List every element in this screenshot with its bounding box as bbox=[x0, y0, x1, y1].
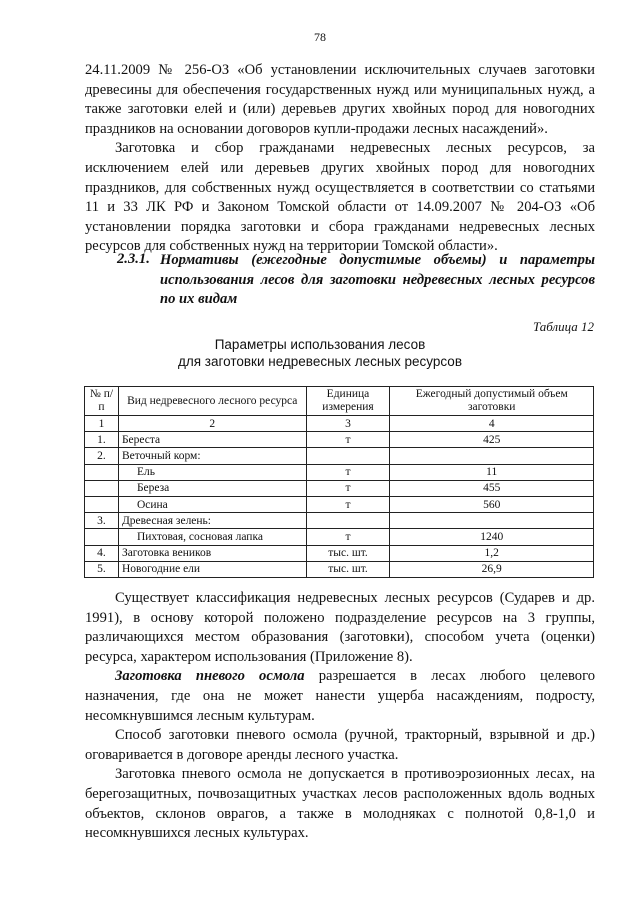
row-unit: т bbox=[306, 480, 390, 496]
top-text-block bbox=[85, 61, 595, 257]
row-resource: Древесная зелень: bbox=[118, 513, 306, 529]
row-resource: Ель bbox=[118, 464, 306, 480]
row-number: 5. bbox=[85, 561, 119, 577]
colnum-3: 3 bbox=[306, 416, 390, 432]
table-title-line-2: для заготовки недревесных лесных ресурсов bbox=[177, 354, 462, 369]
colnum-1: 1 bbox=[85, 416, 119, 432]
table-row bbox=[85, 464, 594, 480]
table-label: Таблица 12 bbox=[532, 319, 594, 334]
colnum-2: 2 bbox=[118, 416, 306, 432]
column-number-row bbox=[85, 416, 594, 432]
row-value: 425 bbox=[390, 432, 594, 448]
row-value: 1240 bbox=[390, 529, 594, 545]
table-row bbox=[85, 545, 594, 561]
table-row bbox=[85, 561, 594, 577]
row-resource: Пихтовая, сосновая лапка bbox=[118, 529, 306, 545]
header-unit: Единица измерения bbox=[306, 387, 390, 416]
row-unit: тыс. шт. bbox=[306, 561, 390, 577]
row-value: 560 bbox=[390, 496, 594, 512]
table-row bbox=[85, 432, 594, 448]
table-row bbox=[85, 496, 594, 512]
header-number: № п/п bbox=[85, 387, 119, 416]
paragraph-resin-prohibited: Заготовка пневого осмола не допускается в противоэрозионных лесах, на берегозащитных, почвозащитных участках лесов расположенных вдоль водных объектов, склонов оврагов, а также в молодняках с полнотой 0,8-1,0 и несомкнувшихся лесных культурах. bbox=[85, 766, 595, 842]
row-number: 1. bbox=[85, 432, 119, 448]
paragraph-resin-method: Способ заготовки пневого осмола (ручной, тракторный, взрывной и др.) оговаривается в договоре аренды лесного участка. bbox=[85, 727, 595, 763]
row-resource: Береза bbox=[118, 480, 306, 496]
header-volume: Ежегодный допустимый объем заготовки bbox=[390, 387, 594, 416]
row-unit: тыс. шт. bbox=[306, 545, 390, 561]
section-title: Нормативы (ежегодные допустимые объемы) и параметры использования лесов для заготовки недревесных лесных ресурсов по их видам bbox=[160, 252, 595, 308]
row-resource: Новогодние ели bbox=[118, 561, 306, 577]
table-header-row bbox=[85, 387, 594, 416]
colnum-4: 4 bbox=[390, 416, 594, 432]
row-resource: Осина bbox=[118, 496, 306, 512]
paragraph-law-citation: 24.11.2009 № 256-ОЗ «Об установлении исключительных случаев заготовки древесины для обеспечения государственных нужд или муниципальных нужд, а также заготовки елей и (или) деревьев других хвойных пород для новогодних праздников на основании договоров купли-продажи лесных насаждений». bbox=[85, 62, 595, 137]
row-unit: т bbox=[306, 496, 390, 512]
row-number: 3. bbox=[85, 513, 119, 529]
header-resource: Вид недревесного лесного ресурса bbox=[118, 387, 306, 416]
page-number: 78 bbox=[314, 30, 326, 44]
paragraph-classification: Существует классификация недревесных лесных ресурсов (Сударев и др. 1991), в основу которой положено подразделение ресурсов на 3 группы, различающихся местом образования (заготовки), способом учета (оценки) ресурса, характером использования (Приложение 8). bbox=[85, 590, 595, 665]
row-unit: т bbox=[306, 464, 390, 480]
row-number bbox=[85, 496, 119, 512]
row-unit: т bbox=[306, 529, 390, 545]
row-value: 26,9 bbox=[390, 561, 594, 577]
section-number: 2.3.1. bbox=[117, 251, 150, 267]
row-unit bbox=[306, 513, 390, 529]
row-unit bbox=[306, 448, 390, 464]
bottom-text-block bbox=[85, 589, 595, 844]
table-row bbox=[85, 529, 594, 545]
row-number: 2. bbox=[85, 448, 119, 464]
emphasis-term: Заготовка пневого осмола bbox=[115, 668, 305, 685]
row-value: 1,2 bbox=[390, 545, 594, 561]
row-value: 455 bbox=[390, 480, 594, 496]
table-title bbox=[0, 336, 640, 370]
table-row bbox=[85, 480, 594, 496]
row-number bbox=[85, 529, 119, 545]
row-number: 4. bbox=[85, 545, 119, 561]
resources-table bbox=[84, 386, 594, 578]
row-value bbox=[390, 448, 594, 464]
row-value: 11 bbox=[390, 464, 594, 480]
row-number bbox=[85, 464, 119, 480]
table-row bbox=[85, 513, 594, 529]
paragraph-resin-allowed-rest: разрешается в лесах любого целевого назначения, где она не может нанести ущерба насаждениям, подросту, несомкнувшимся лесным культурам. bbox=[85, 668, 595, 724]
paragraph-resin-allowed bbox=[85, 667, 595, 726]
row-resource: Веточный корм: bbox=[118, 448, 306, 464]
table-row bbox=[85, 448, 594, 464]
row-resource: Береста bbox=[118, 432, 306, 448]
row-resource: Заготовка веников bbox=[118, 545, 306, 561]
row-unit: т bbox=[306, 432, 390, 448]
row-number bbox=[85, 480, 119, 496]
row-value bbox=[390, 513, 594, 529]
paragraph-collection-rules: Заготовка и сбор гражданами недревесных лесных ресурсов, за исключением елей или деревьев других хвойных пород для новогодних праздников, для собственных нужд осуществляется в соответствии со статьями 11 и 33 ЛК РФ и Законом Томской области от 14.09.2007 № 204-ОЗ «Об установлении порядка заготовки и сбора гражданами недревесных лесных ресурсов для собственных нужд на территории Томской области». bbox=[85, 140, 595, 255]
table-title-line-1: Параметры использования лесов bbox=[214, 337, 426, 352]
